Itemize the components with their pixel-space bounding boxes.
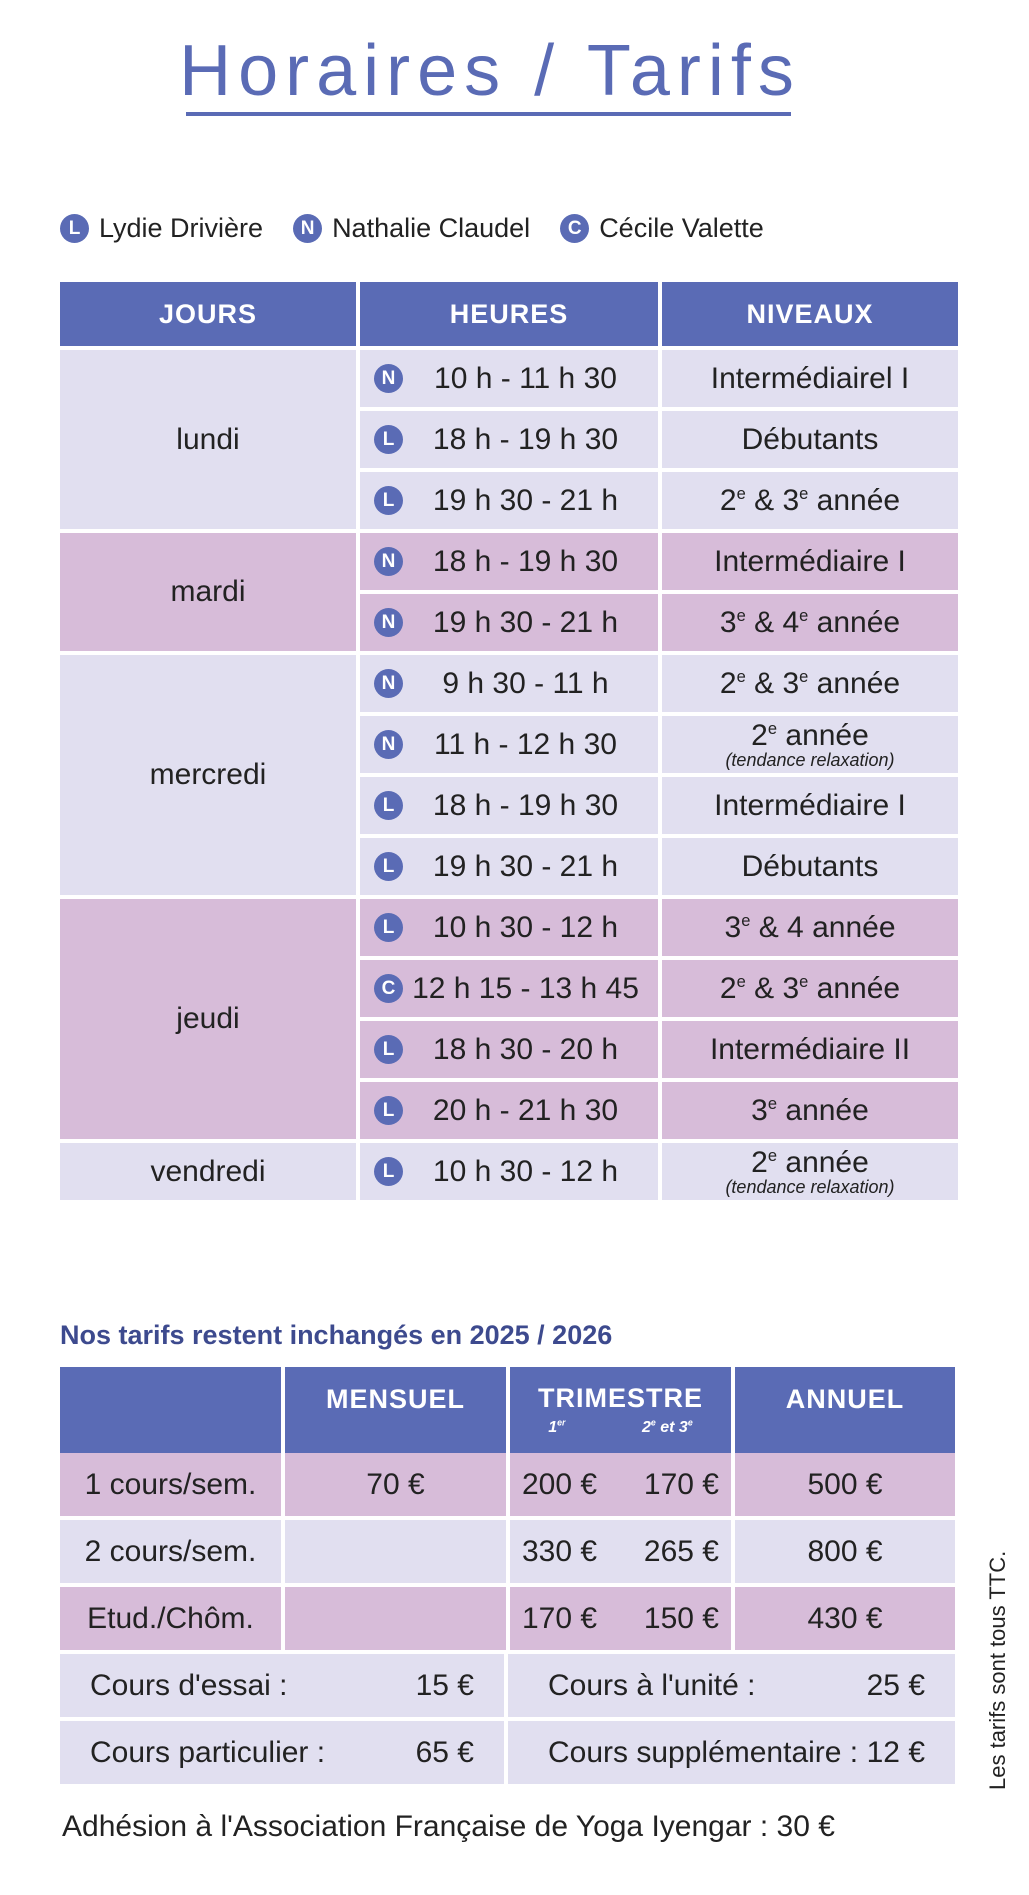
tarif-annuel: 430 €	[735, 1587, 955, 1650]
time-text: 18 h - 19 h 30	[432, 788, 619, 822]
level-text: Intermédiaire I	[714, 788, 906, 822]
day-rows	[360, 899, 958, 1139]
tarifs-header	[60, 1367, 955, 1453]
header-trimestre	[510, 1367, 731, 1453]
extra-right-label: Cours à l'unité :	[547, 1668, 756, 1702]
extra-right-price: 25 €	[866, 1668, 925, 1702]
time-cell	[360, 350, 658, 407]
schedule-row	[360, 655, 958, 712]
page-title: Horaires / Tarifs	[179, 31, 801, 111]
header-mensuel-spacer	[285, 1419, 506, 1437]
extra-left-label: Cours particulier :	[90, 1735, 326, 1769]
tarif-mensuel	[285, 1587, 506, 1650]
time-cell	[360, 777, 658, 834]
day-group-mercredi	[60, 655, 958, 895]
day-rows	[360, 350, 958, 529]
trimestre-sub-first: 1er	[548, 1417, 566, 1437]
header-annuel-label: ANNUEL	[785, 1383, 905, 1414]
tarifs-table	[60, 1367, 955, 1784]
teacher-badge-icon: N	[374, 364, 403, 393]
teacher-badge-icon: C	[374, 974, 403, 1003]
level-text: 2e & 3e année	[719, 483, 901, 517]
time-cell	[360, 960, 658, 1017]
teacher-l	[60, 213, 263, 244]
teacher-n	[293, 213, 530, 244]
day-group-jeudi	[60, 899, 958, 1139]
day-group-lundi	[60, 350, 958, 529]
teacher-badge-icon: L	[374, 1035, 403, 1064]
time-text: 11 h - 12 h 30	[434, 727, 617, 761]
tarif-tri-second: 265 €	[643, 1534, 719, 1568]
level-text: 3e & 4 année	[724, 910, 896, 944]
day-group-vendredi	[60, 1143, 958, 1200]
header-trimestre-sublabels	[510, 1418, 731, 1437]
schedule-row	[360, 899, 958, 956]
time-cell	[360, 1143, 658, 1200]
time-text: 20 h - 21 h 30	[432, 1093, 619, 1127]
level-subtext: (tendance relaxation)	[725, 1177, 895, 1198]
day-cell: mardi	[60, 533, 356, 651]
header-niveaux: NIVEAUX	[662, 282, 958, 346]
level-text: 3e & 4e année	[719, 605, 901, 639]
header-trimestre-label: TRIMESTRE	[537, 1382, 703, 1413]
teacher-badge-icon: N	[374, 608, 403, 637]
level-cell	[662, 716, 958, 773]
header-annuel	[735, 1367, 955, 1453]
teacher-name: Cécile Valette	[599, 213, 764, 243]
tarif-row	[60, 1520, 955, 1583]
tarif-label: 2 cours/sem.	[60, 1520, 281, 1583]
tarifs-body	[60, 1453, 955, 1784]
level-text: 2e & 3e année	[719, 971, 901, 1005]
header-mensuel-label: MENSUEL	[325, 1383, 465, 1414]
schedule-body	[60, 350, 958, 1200]
tarif-mensuel: 70 €	[285, 1453, 506, 1516]
schedule-row	[360, 533, 958, 590]
schedule-row	[360, 411, 958, 468]
time-text: 18 h 30 - 20 h	[432, 1032, 619, 1066]
level-text: Débutants	[741, 422, 879, 456]
level-text: Intermédiairel I	[710, 361, 910, 395]
day-group-mardi	[60, 533, 958, 651]
teacher-name: Nathalie Claudel	[332, 213, 531, 243]
time-cell	[360, 594, 658, 651]
time-text: 12 h 15 - 13 h 45	[412, 971, 639, 1005]
tarif-tri-first: 200 €	[522, 1467, 598, 1501]
time-text: 19 h 30 - 21 h	[432, 605, 619, 639]
extra-left-price: 15 €	[415, 1668, 474, 1702]
day-cell: vendredi	[60, 1143, 356, 1200]
time-text: 19 h 30 - 21 h	[432, 849, 619, 883]
schedule-row	[360, 960, 958, 1017]
tarif-tri-first: 330 €	[522, 1534, 598, 1568]
tarif-tri-second: 150 €	[643, 1601, 719, 1635]
header-jours: JOURS	[60, 282, 356, 346]
time-cell	[360, 1021, 658, 1078]
ttc-note: Les tarifs sont tous TTC.	[985, 1550, 1010, 1790]
extra-right	[508, 1654, 955, 1717]
level-text: 2e année	[751, 718, 869, 752]
time-text: 19 h 30 - 21 h	[432, 483, 619, 517]
extra-row	[60, 1721, 955, 1784]
tarifs-title: Nos tarifs restent inchangés en 2025 / 2026	[60, 1320, 613, 1350]
tarif-trimestre	[510, 1453, 731, 1516]
level-cell	[662, 838, 958, 895]
teacher-badge-icon: L	[374, 913, 403, 942]
schedule-row	[360, 716, 958, 773]
schedule-row	[360, 472, 958, 529]
level-cell	[662, 960, 958, 1017]
tarif-label: 1 cours/sem.	[60, 1453, 281, 1516]
level-cell	[662, 350, 958, 407]
extra-right-price: 12 €	[866, 1735, 925, 1769]
tarif-mensuel	[285, 1520, 506, 1583]
teacher-badge-icon: L	[374, 1157, 403, 1186]
time-text: 10 h 30 - 12 h	[432, 1154, 619, 1188]
schedule-header	[60, 282, 958, 346]
day-rows	[360, 1143, 958, 1200]
schedule-row	[360, 594, 958, 651]
time-cell	[360, 533, 658, 590]
day-cell: lundi	[60, 350, 356, 529]
level-subtext: (tendance relaxation)	[725, 750, 895, 771]
time-cell	[360, 899, 658, 956]
teacher-legend	[60, 213, 794, 244]
time-cell	[360, 716, 658, 773]
schedule-row	[360, 777, 958, 834]
header-annuel-spacer	[735, 1419, 955, 1437]
tarif-row	[60, 1587, 955, 1650]
time-cell	[360, 411, 658, 468]
time-cell	[360, 472, 658, 529]
time-cell	[360, 1082, 658, 1139]
day-cell: mercredi	[60, 655, 356, 895]
level-cell	[662, 533, 958, 590]
time-text: 18 h - 19 h 30	[432, 422, 619, 456]
day-rows	[360, 533, 958, 651]
time-text: 10 h 30 - 12 h	[432, 910, 619, 944]
time-text: 9 h 30 - 11 h	[442, 666, 609, 700]
extra-left-price: 65 €	[415, 1735, 474, 1769]
teacher-badge-icon: N	[374, 547, 403, 576]
teacher-badge-icon: N	[374, 730, 403, 759]
teacher-name: Lydie Drivière	[99, 213, 264, 243]
level-cell	[662, 594, 958, 651]
header-empty	[60, 1367, 281, 1453]
level-cell	[662, 472, 958, 529]
extra-row	[60, 1654, 955, 1717]
level-cell	[662, 411, 958, 468]
level-text: 2e année	[751, 1145, 869, 1179]
day-cell: jeudi	[60, 899, 356, 1139]
trimestre-sub-second: 2e et 3e	[642, 1417, 693, 1437]
level-cell	[662, 655, 958, 712]
tarif-label: Etud./Chôm.	[60, 1587, 281, 1650]
level-cell	[662, 899, 958, 956]
tarif-tri-second: 170 €	[643, 1467, 719, 1501]
time-text: 10 h - 11 h 30	[434, 361, 617, 395]
teacher-badge-icon: L	[60, 214, 89, 243]
tarif-annuel: 500 €	[735, 1453, 955, 1516]
level-text: Débutants	[741, 849, 879, 883]
teacher-badge-icon: N	[293, 214, 322, 243]
title-underline	[186, 112, 791, 116]
footer-adhesion: Adhésion à l'Association Française de Yoga Iyengar : 30 €	[62, 1810, 835, 1843]
tarif-trimestre	[510, 1587, 731, 1650]
day-rows	[360, 655, 958, 895]
header-heures: HEURES	[360, 282, 658, 346]
schedule-table	[60, 282, 958, 1200]
level-cell	[662, 1021, 958, 1078]
level-cell	[662, 777, 958, 834]
level-text: 3e année	[751, 1093, 869, 1127]
teacher-badge-icon: L	[374, 1096, 403, 1125]
schedule-row	[360, 838, 958, 895]
schedule-row	[360, 1082, 958, 1139]
header-mensuel	[285, 1367, 506, 1453]
extra-right	[508, 1721, 955, 1784]
teacher-badge-icon: L	[374, 486, 403, 515]
teacher-badge-icon: C	[560, 214, 589, 243]
schedule-row	[360, 350, 958, 407]
extra-left	[60, 1721, 504, 1784]
level-text: 2e & 3e année	[719, 666, 901, 700]
schedule-row	[360, 1021, 958, 1078]
teacher-badge-icon: L	[374, 791, 403, 820]
teacher-badge-icon: N	[374, 669, 403, 698]
schedule-row	[360, 1143, 958, 1200]
level-cell	[662, 1143, 958, 1200]
extra-left-label: Cours d'essai :	[90, 1668, 288, 1702]
teacher-c	[560, 213, 764, 244]
time-cell	[360, 838, 658, 895]
teacher-badge-icon: L	[374, 425, 403, 454]
level-text: Intermédiaire I	[714, 544, 906, 578]
time-text: 18 h - 19 h 30	[432, 544, 619, 578]
tarif-row	[60, 1453, 955, 1516]
extra-left	[60, 1654, 504, 1717]
tarif-tri-first: 170 €	[522, 1601, 598, 1635]
time-cell	[360, 655, 658, 712]
tarif-annuel: 800 €	[735, 1520, 955, 1583]
level-text: Intermédiaire II	[709, 1032, 911, 1066]
tarif-trimestre	[510, 1520, 731, 1583]
teacher-badge-icon: L	[374, 852, 403, 881]
extra-right-label: Cours supplémentaire :	[547, 1735, 859, 1769]
level-cell	[662, 1082, 958, 1139]
